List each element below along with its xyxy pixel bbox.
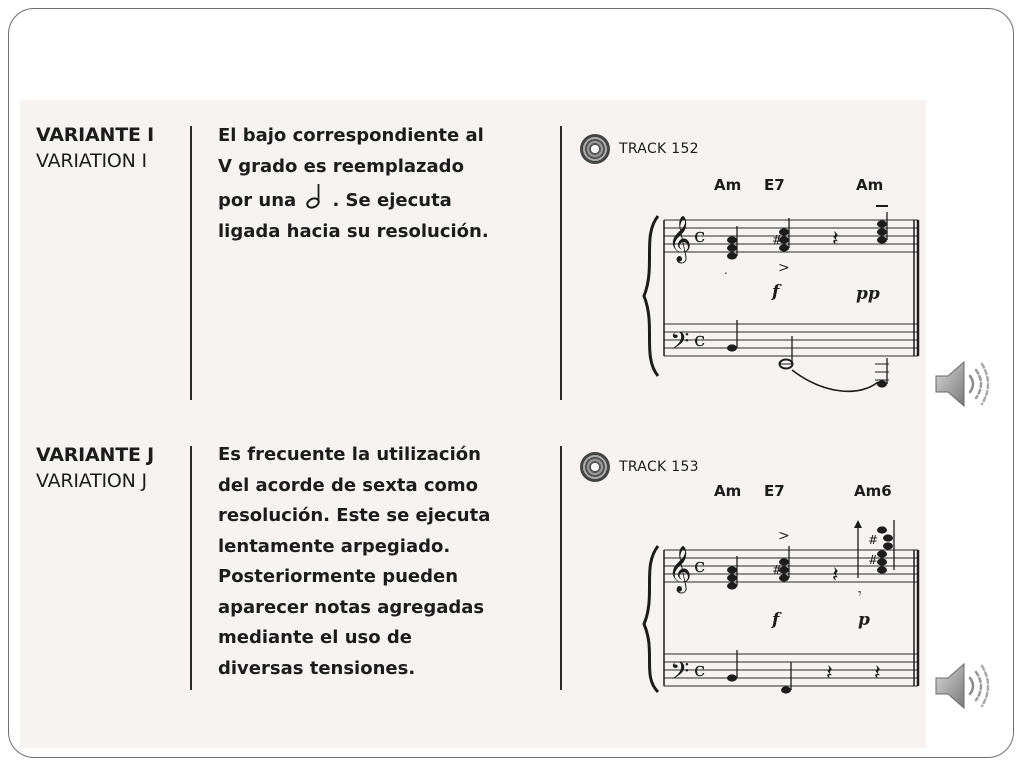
svg-text:𝄽: 𝄽 [832,563,839,588]
half-note-icon [304,182,330,210]
time-signature-treble: c [694,553,706,577]
desc-line: Es frecuente la utilización [218,444,481,465]
variant-j-description [218,440,558,684]
time-signature-bass: c [694,657,706,681]
desc-line: Posteriormente pueden [218,566,459,587]
desc-line: del acorde de sexta como [218,474,479,496]
variant-j-title: VARIANTE J [36,444,155,466]
desc-line: ligada hacia su resolución. [218,221,489,242]
desc-line-prefix: por una [218,190,297,211]
track-label: TRACK 153 [619,459,699,475]
chord-am: Am [856,176,884,194]
svg-text:.: . [724,263,728,277]
score-j [636,506,926,696]
svg-text:𝄢: 𝄢 [670,327,690,362]
divider-left-i [190,126,192,400]
variant-i-description [218,120,558,247]
svg-text:𝄽: 𝄽 [832,227,839,252]
svg-text:𝄽: 𝄽 [826,661,833,686]
dynamic-pianissimo: pp [856,284,880,304]
svg-text:#: # [868,553,879,567]
svg-text:𝄢: 𝄢 [670,657,690,692]
chord-e7: E7 [764,176,785,194]
desc-line: aparecer notas agregadas [218,596,485,618]
chord-am6: Am6 [854,482,892,500]
desc-line: mediante el uso de [218,627,412,648]
variant-j-subtitle: VARIATION J [36,470,147,492]
svg-text:#: # [772,563,783,577]
chord-e7: E7 [764,482,785,500]
desc-line: El bajo correspondiente al [218,125,484,146]
track-label: TRACK 152 [619,141,699,157]
dynamic-piano: p [858,610,870,630]
variant-i-label [36,122,154,174]
variant-i-title: VARIANTE I [36,124,155,146]
desc-line: diversas tensiones. [218,657,416,679]
variant-j-label [36,442,154,494]
svg-text:𝄞: 𝄞 [668,216,692,262]
score-i [636,196,926,396]
track-153[interactable] [580,450,699,484]
svg-text:#: # [772,233,783,247]
scanned-page [20,100,926,748]
audio-disc-icon [580,452,610,482]
svg-text:𝄾: 𝄾 [858,586,862,602]
desc-line: lentamente arpegiado. [218,535,451,557]
time-signature-bass: c [694,327,706,351]
svg-text:𝄽: 𝄽 [874,661,881,686]
divider-right-j [560,446,562,690]
divider-left-j [190,446,192,690]
svg-text:>: > [778,528,790,544]
time-signature-treble: c [694,223,706,247]
speaker-icon[interactable] [930,654,994,718]
divider-right-i [560,126,562,400]
chord-am: Am [714,482,742,500]
variant-i-subtitle: VARIATION I [36,150,147,172]
svg-text:>: > [778,260,790,276]
svg-text:#: # [868,533,879,547]
chord-am: Am [714,176,742,194]
desc-line: V grado es reemplazado [218,156,464,177]
dynamic-forte: f [772,282,780,302]
audio-disc-icon [580,134,610,164]
desc-line-suffix: . Se ejecuta [332,190,452,211]
speaker-icon[interactable] [930,352,994,416]
track-152[interactable] [580,132,699,166]
desc-line: resolución. Este se ejecuta [218,505,491,526]
desc-line-with-note [218,182,558,216]
dynamic-forte: f [772,610,780,630]
svg-text:𝄞: 𝄞 [668,546,692,592]
